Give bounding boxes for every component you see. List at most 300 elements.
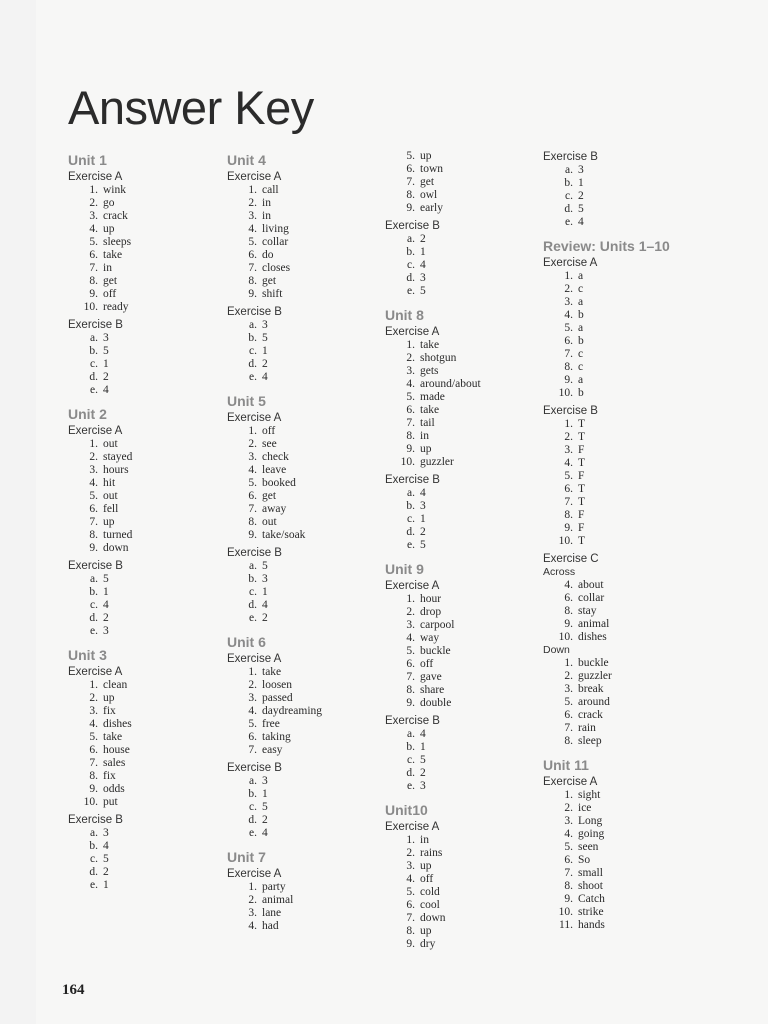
answer-value: gave bbox=[420, 671, 442, 683]
unit-heading: Unit 5 bbox=[227, 393, 266, 409]
answer-item bbox=[541, 880, 711, 893]
answer-number: 3. bbox=[564, 815, 573, 827]
answer-item bbox=[66, 529, 236, 542]
answer-item bbox=[225, 894, 395, 907]
answer-item bbox=[541, 509, 711, 522]
answer-number: d. bbox=[248, 358, 257, 370]
answer-number: 8. bbox=[564, 605, 573, 617]
answer-number: 4. bbox=[564, 457, 573, 469]
answer-item bbox=[541, 177, 711, 190]
answer-number: 1. bbox=[248, 184, 257, 196]
answer-number: 10. bbox=[558, 535, 573, 547]
answer-number: 6. bbox=[406, 404, 415, 416]
unit-heading: Unit 4 bbox=[227, 152, 266, 168]
answer-value: F bbox=[578, 509, 585, 521]
answer-number: 5. bbox=[248, 477, 257, 489]
answer-number: 9. bbox=[89, 288, 98, 300]
exercise-label: Exercise B bbox=[68, 560, 123, 572]
answer-number: 8. bbox=[89, 275, 98, 287]
answer-list bbox=[541, 579, 711, 644]
answer-number: 2. bbox=[564, 283, 573, 295]
answer-number: 1. bbox=[248, 425, 257, 437]
answer-item bbox=[66, 573, 236, 586]
answer-value: closes bbox=[262, 262, 291, 274]
answer-number: d. bbox=[89, 371, 98, 383]
answer-value: dishes bbox=[578, 631, 607, 643]
answer-number: 2. bbox=[564, 670, 573, 682]
answer-list bbox=[66, 438, 236, 555]
answer-value: shift bbox=[262, 288, 283, 300]
answer-item bbox=[383, 176, 553, 189]
answer-number: 8. bbox=[406, 684, 415, 696]
answer-item bbox=[383, 443, 553, 456]
answer-value: crack bbox=[103, 210, 128, 222]
answer-value: take bbox=[420, 404, 440, 416]
exercise-label: Exercise B bbox=[68, 319, 123, 331]
answer-value: animal bbox=[578, 618, 610, 630]
unit-heading: Unit 1 bbox=[68, 152, 107, 168]
answer-item bbox=[383, 632, 553, 645]
answer-number: b. bbox=[406, 500, 415, 512]
answer-item bbox=[225, 920, 395, 933]
answer-list bbox=[225, 319, 395, 384]
answer-number: d. bbox=[406, 767, 415, 779]
answer-item bbox=[225, 262, 395, 275]
answer-value: 1 bbox=[262, 586, 268, 598]
answer-value: in bbox=[262, 197, 271, 209]
answer-number: 9. bbox=[248, 529, 257, 541]
answer-value: in bbox=[103, 262, 112, 274]
answer-item bbox=[66, 249, 236, 262]
answer-value: 1 bbox=[262, 788, 268, 800]
unit-heading: Unit10 bbox=[385, 802, 428, 818]
answer-value: 4 bbox=[420, 259, 426, 271]
answer-item bbox=[383, 860, 553, 873]
answer-value: 2 bbox=[103, 612, 109, 624]
answer-item bbox=[541, 387, 711, 400]
answer-value: 2 bbox=[262, 358, 268, 370]
answer-item bbox=[66, 679, 236, 692]
answer-value: 5 bbox=[103, 345, 109, 357]
answer-number: 9. bbox=[89, 542, 98, 554]
answer-number: 5. bbox=[248, 718, 257, 730]
answer-item bbox=[541, 348, 711, 361]
answer-list bbox=[225, 666, 395, 757]
answer-value: daydreaming bbox=[262, 705, 323, 717]
answer-number: 8. bbox=[89, 770, 98, 782]
answer-value: house bbox=[103, 744, 130, 756]
answer-item bbox=[225, 801, 395, 814]
exercise-label: Exercise A bbox=[68, 425, 123, 437]
answer-value: 5 bbox=[103, 853, 109, 865]
answer-value: b bbox=[578, 387, 584, 399]
answer-number: a. bbox=[249, 319, 257, 331]
answer-number: 5. bbox=[564, 696, 573, 708]
answer-number: 5. bbox=[248, 236, 257, 248]
unit-heading: Unit 3 bbox=[68, 647, 107, 663]
exercise-label: Exercise A bbox=[68, 171, 123, 183]
answer-item bbox=[225, 907, 395, 920]
answer-item bbox=[383, 339, 553, 352]
answer-value: turned bbox=[103, 529, 133, 541]
answer-value: owl bbox=[420, 189, 438, 201]
answer-value: a bbox=[578, 374, 584, 386]
answer-number: 7. bbox=[89, 757, 98, 769]
answer-list bbox=[66, 573, 236, 638]
answer-item bbox=[541, 854, 711, 867]
answer-item bbox=[66, 599, 236, 612]
answer-item bbox=[66, 490, 236, 503]
answer-number: 6. bbox=[89, 744, 98, 756]
answer-value: leave bbox=[262, 464, 287, 476]
answer-value: c bbox=[578, 283, 584, 295]
answer-number: e. bbox=[565, 216, 573, 228]
answer-value: 3 bbox=[262, 775, 268, 787]
answer-value: down bbox=[420, 912, 446, 924]
answer-value: gets bbox=[420, 365, 439, 377]
answer-value: 3 bbox=[103, 827, 109, 839]
answer-item bbox=[541, 483, 711, 496]
unit-heading: Unit 2 bbox=[68, 406, 107, 422]
answer-number: 4. bbox=[406, 873, 415, 885]
answer-number: a. bbox=[407, 728, 415, 740]
answer-item bbox=[66, 853, 236, 866]
answer-number: e. bbox=[407, 285, 415, 297]
answer-number: b. bbox=[89, 840, 98, 852]
answer-number: d. bbox=[406, 272, 415, 284]
answer-item bbox=[66, 718, 236, 731]
answer-number: 5. bbox=[89, 236, 98, 248]
answer-item bbox=[225, 666, 395, 679]
answer-value: stay bbox=[578, 605, 597, 617]
answer-value: sales bbox=[103, 757, 126, 769]
answer-number: 9. bbox=[564, 374, 573, 386]
answer-number: b. bbox=[406, 246, 415, 258]
answer-item bbox=[541, 841, 711, 854]
answer-value: seen bbox=[578, 841, 599, 853]
answer-value: hours bbox=[103, 464, 129, 476]
unit-heading: Unit 11 bbox=[543, 757, 589, 773]
answer-number: 2. bbox=[89, 451, 98, 463]
answer-number: 7. bbox=[564, 348, 573, 360]
answer-item bbox=[66, 840, 236, 853]
answer-value: 1 bbox=[103, 586, 109, 598]
answer-item bbox=[541, 631, 711, 644]
answer-value: take/soak bbox=[262, 529, 306, 541]
unit-heading: Unit 9 bbox=[385, 561, 424, 577]
answer-value: do bbox=[262, 249, 274, 261]
answer-item bbox=[225, 718, 395, 731]
answer-item bbox=[66, 625, 236, 638]
answer-list bbox=[383, 728, 553, 793]
answer-number: 3. bbox=[248, 692, 257, 704]
answer-item bbox=[225, 503, 395, 516]
answer-number: 4. bbox=[564, 828, 573, 840]
answer-value: hit bbox=[103, 477, 116, 489]
exercise-label: Exercise A bbox=[385, 821, 440, 833]
answer-number: 5. bbox=[406, 391, 415, 403]
answer-value: about bbox=[578, 579, 604, 591]
answer-item bbox=[383, 285, 553, 298]
answer-item bbox=[541, 579, 711, 592]
answer-item bbox=[383, 404, 553, 417]
answer-list bbox=[383, 834, 553, 951]
answer-number: d. bbox=[89, 866, 98, 878]
answer-number: 3. bbox=[248, 210, 257, 222]
answer-item bbox=[541, 535, 711, 548]
answer-item bbox=[225, 788, 395, 801]
answer-value: b bbox=[578, 309, 584, 321]
exercise-label: Exercise B bbox=[385, 715, 440, 727]
answer-item bbox=[225, 814, 395, 827]
answer-number: c. bbox=[407, 259, 415, 271]
answer-item bbox=[383, 767, 553, 780]
answer-value: drop bbox=[420, 606, 442, 618]
answer-item bbox=[383, 593, 553, 606]
answer-item bbox=[383, 539, 553, 552]
exercise-label: Exercise A bbox=[227, 171, 282, 183]
answer-number: b. bbox=[248, 332, 257, 344]
answer-item bbox=[383, 233, 553, 246]
answer-item bbox=[66, 275, 236, 288]
answer-value: 1 bbox=[420, 741, 426, 753]
answer-item bbox=[225, 827, 395, 840]
answer-item bbox=[383, 365, 553, 378]
answer-item bbox=[383, 500, 553, 513]
answer-value: So bbox=[578, 854, 591, 866]
answer-value: 5 bbox=[103, 573, 109, 585]
answer-value: 2 bbox=[262, 612, 268, 624]
answer-item bbox=[66, 197, 236, 210]
answer-number: 1. bbox=[406, 834, 415, 846]
answer-item bbox=[383, 513, 553, 526]
answer-item bbox=[541, 670, 711, 683]
answer-value: take bbox=[103, 249, 123, 261]
answer-list bbox=[383, 150, 553, 215]
answer-item bbox=[541, 906, 711, 919]
answer-item bbox=[225, 477, 395, 490]
answer-item bbox=[383, 780, 553, 793]
answer-list bbox=[225, 184, 395, 301]
answer-item bbox=[383, 150, 553, 163]
answer-value: wink bbox=[103, 184, 126, 196]
answer-value: 3 bbox=[103, 332, 109, 344]
answer-number: 3. bbox=[89, 705, 98, 717]
answer-item bbox=[225, 586, 395, 599]
answer-item bbox=[66, 236, 236, 249]
answer-number: 6. bbox=[564, 709, 573, 721]
answer-list bbox=[383, 233, 553, 298]
answer-value: b bbox=[578, 335, 584, 347]
answer-number: e. bbox=[90, 384, 98, 396]
answer-value: collar bbox=[262, 236, 289, 248]
answer-number: 9. bbox=[564, 522, 573, 534]
answer-item bbox=[225, 371, 395, 384]
answer-item bbox=[541, 335, 711, 348]
answer-item bbox=[66, 879, 236, 892]
answer-number: 7. bbox=[564, 867, 573, 879]
answer-value: T bbox=[578, 431, 586, 443]
answer-number: 3. bbox=[406, 619, 415, 631]
exercise-label: Exercise C bbox=[543, 553, 599, 565]
answer-item bbox=[383, 834, 553, 847]
answer-item bbox=[383, 912, 553, 925]
answer-item bbox=[383, 925, 553, 938]
answer-number: 5. bbox=[406, 645, 415, 657]
answer-number: 1. bbox=[89, 184, 98, 196]
answer-value: in bbox=[420, 430, 429, 442]
answer-value: small bbox=[578, 867, 603, 879]
answer-value: clean bbox=[103, 679, 128, 691]
answer-number: 2. bbox=[89, 197, 98, 209]
answer-number: e. bbox=[407, 780, 415, 792]
answer-value: out bbox=[103, 438, 118, 450]
answer-number: a. bbox=[407, 233, 415, 245]
answer-value: early bbox=[420, 202, 443, 214]
answer-value: town bbox=[420, 163, 443, 175]
answer-number: 1. bbox=[89, 679, 98, 691]
answer-value: down bbox=[103, 542, 129, 554]
answer-item bbox=[383, 619, 553, 632]
answer-number: 7. bbox=[248, 262, 257, 274]
answer-value: carpool bbox=[420, 619, 455, 631]
answer-value: sight bbox=[578, 789, 601, 801]
answer-value: dry bbox=[420, 938, 436, 950]
answer-number: c. bbox=[407, 754, 415, 766]
answer-number: 3. bbox=[248, 451, 257, 463]
answer-item bbox=[541, 444, 711, 457]
unit-heading: Unit 6 bbox=[227, 634, 266, 650]
unit-heading: Review: Units 1–10 bbox=[543, 238, 670, 254]
answer-item bbox=[225, 275, 395, 288]
answer-value: 4 bbox=[420, 487, 426, 499]
answer-value: out bbox=[262, 516, 277, 528]
answer-column-1 bbox=[66, 150, 236, 892]
answer-value: shoot bbox=[578, 880, 603, 892]
answer-item bbox=[66, 223, 236, 236]
answer-item bbox=[383, 352, 553, 365]
answer-value: 1 bbox=[578, 177, 584, 189]
answer-item bbox=[383, 417, 553, 430]
answer-value: 2 bbox=[420, 233, 426, 245]
answer-number: 2. bbox=[406, 847, 415, 859]
answer-value: T bbox=[578, 457, 586, 469]
answer-column-2 bbox=[225, 150, 395, 933]
answer-number: c. bbox=[565, 190, 573, 202]
answer-item bbox=[66, 731, 236, 744]
answer-value: crack bbox=[578, 709, 603, 721]
answer-item bbox=[225, 249, 395, 262]
answer-item bbox=[383, 697, 553, 710]
answer-value: 3 bbox=[420, 780, 426, 792]
answer-item bbox=[383, 456, 553, 469]
exercise-label: Exercise A bbox=[543, 257, 598, 269]
answer-number: 2. bbox=[248, 679, 257, 691]
answer-item bbox=[66, 438, 236, 451]
answer-item bbox=[383, 728, 553, 741]
answer-item bbox=[225, 599, 395, 612]
answer-number: d. bbox=[248, 599, 257, 611]
answer-value: loosen bbox=[262, 679, 293, 691]
answer-value: rains bbox=[420, 847, 443, 859]
answer-number: c. bbox=[249, 345, 257, 357]
answer-value: take bbox=[103, 731, 123, 743]
answer-value: c bbox=[578, 361, 584, 373]
answer-value: around/about bbox=[420, 378, 481, 390]
answer-value: 5 bbox=[262, 801, 268, 813]
answer-value: 3 bbox=[262, 319, 268, 331]
answer-number: c. bbox=[249, 801, 257, 813]
answer-item bbox=[383, 741, 553, 754]
answer-value: hands bbox=[578, 919, 605, 931]
answer-value: 4 bbox=[262, 827, 268, 839]
answer-item bbox=[66, 345, 236, 358]
answer-item bbox=[383, 163, 553, 176]
answer-value: up bbox=[103, 223, 115, 235]
answer-value: cold bbox=[420, 886, 440, 898]
answer-value: fell bbox=[103, 503, 119, 515]
answer-item bbox=[541, 709, 711, 722]
exercise-label: Exercise A bbox=[385, 326, 440, 338]
answer-item bbox=[66, 358, 236, 371]
answer-number: c. bbox=[407, 513, 415, 525]
answer-value: 2 bbox=[103, 371, 109, 383]
answer-item bbox=[225, 451, 395, 464]
answer-value: Catch bbox=[578, 893, 605, 905]
answer-item bbox=[225, 612, 395, 625]
answer-value: out bbox=[103, 490, 118, 502]
answer-item bbox=[225, 692, 395, 705]
answer-number: 2. bbox=[248, 894, 257, 906]
answer-number: 6. bbox=[89, 249, 98, 261]
answer-value: 2 bbox=[103, 866, 109, 878]
section-spacer bbox=[66, 397, 236, 404]
answer-value: T bbox=[578, 535, 586, 547]
answer-value: 2 bbox=[262, 814, 268, 826]
answer-value: animal bbox=[262, 894, 294, 906]
answer-value: 5 bbox=[262, 560, 268, 572]
answer-number: 5. bbox=[564, 841, 573, 853]
answer-value: sleep bbox=[578, 735, 602, 747]
answer-item bbox=[541, 605, 711, 618]
answer-item bbox=[541, 683, 711, 696]
answer-item bbox=[541, 164, 711, 177]
answer-item bbox=[541, 322, 711, 335]
answer-value: off bbox=[420, 658, 434, 670]
answer-item bbox=[541, 470, 711, 483]
answer-value: odds bbox=[103, 783, 125, 795]
answer-number: 1. bbox=[89, 438, 98, 450]
answer-number: 6. bbox=[89, 503, 98, 515]
answer-value: shotgun bbox=[420, 352, 457, 364]
answer-item bbox=[541, 867, 711, 880]
answer-value: 1 bbox=[420, 246, 426, 258]
answer-number: e. bbox=[249, 612, 257, 624]
answer-item bbox=[383, 873, 553, 886]
exercise-label: Exercise B bbox=[543, 151, 598, 163]
answer-number: 10. bbox=[83, 301, 98, 313]
answer-number: 7. bbox=[406, 176, 415, 188]
answer-value: get bbox=[420, 176, 435, 188]
answer-number: 8. bbox=[564, 880, 573, 892]
exercise-label: Exercise A bbox=[543, 776, 598, 788]
answer-value: 4 bbox=[103, 384, 109, 396]
answer-number: 10. bbox=[558, 906, 573, 918]
answer-number: 4. bbox=[248, 705, 257, 717]
answer-value: party bbox=[262, 881, 286, 893]
answer-value: away bbox=[262, 503, 287, 515]
answer-item bbox=[383, 259, 553, 272]
